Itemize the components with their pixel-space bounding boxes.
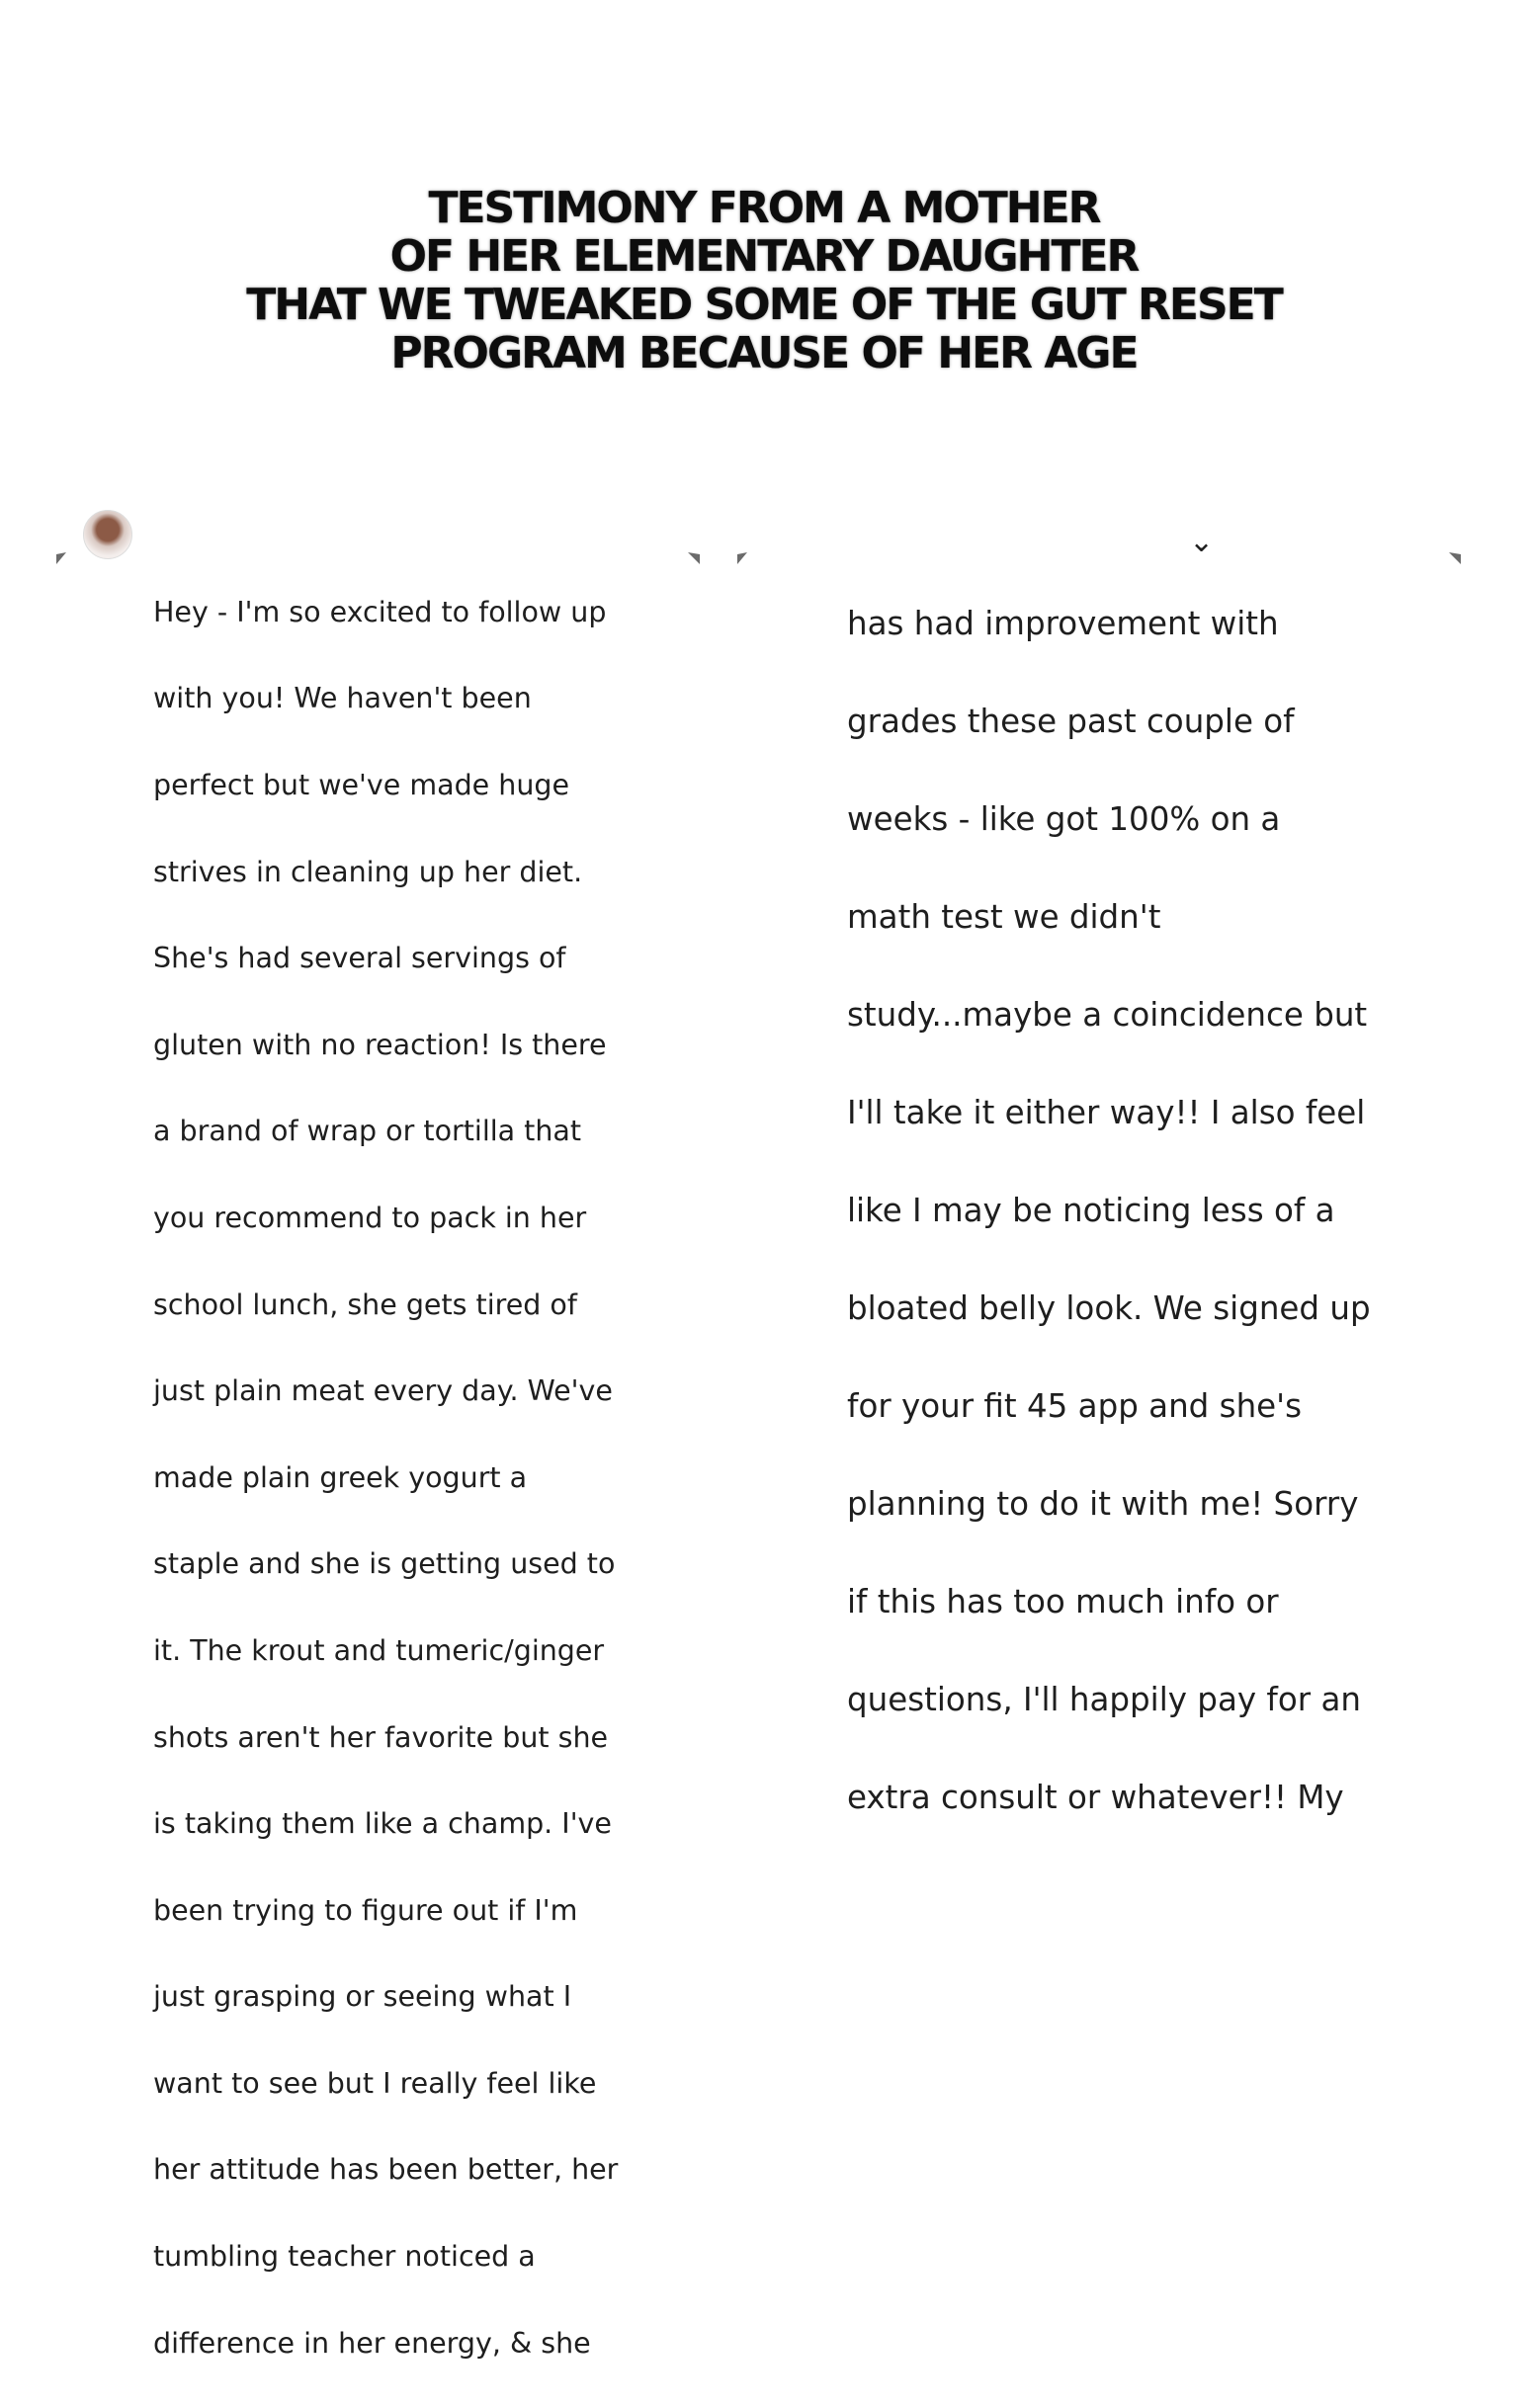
message-line: She's had several servings of — [153, 942, 566, 975]
message-line: gluten with no reaction! Is there — [153, 1028, 607, 1061]
crop-corner-icon — [55, 551, 69, 565]
message-line: is taking them like a champ. I've — [153, 1807, 612, 1841]
message-line: Hey - I'm so excited to follow up — [153, 595, 607, 628]
message-screenshot-left — [49, 543, 712, 2360]
message-line: grades these past couple of — [847, 702, 1295, 740]
page-title — [178, 184, 1350, 377]
message-line: like I may be noticing less of a — [847, 1191, 1335, 1229]
message-line: made plain greek yogurt a — [153, 1460, 528, 1494]
message-line: a brand of wrap or tortilla that — [153, 1115, 582, 1148]
message-line: perfect but we've made huge — [153, 768, 570, 801]
avatar — [81, 534, 132, 559]
message-line: just plain meat every day. We've — [153, 1374, 613, 1408]
message-line: school lunch, she gets tired of — [153, 1287, 577, 1321]
message-line: want to see but I really feel like — [153, 2066, 597, 2100]
message-line: I'll take it either way!! I also feel — [847, 1093, 1366, 1131]
message-text — [847, 550, 1470, 1871]
title-line-2: OF HER ELEMENTARY DAUGHTER — [389, 231, 1139, 282]
title-line-1: TESTIMONY FROM A MOTHER — [428, 183, 1100, 233]
message-line: been trying to figure out if I'm — [153, 1893, 578, 1927]
message-line: math test we didn't — [847, 897, 1161, 936]
message-screenshot-right — [736, 525, 1473, 1816]
message-line: you recommend to pack in her — [153, 1201, 587, 1234]
message-line: questions, I'll happily pay for an — [847, 1680, 1361, 1718]
crop-corner-icon — [736, 551, 750, 565]
message-line: it. The krout and tumeric/ginger — [153, 1633, 605, 1667]
message-line: staple and she is getting used to — [153, 1547, 616, 1581]
message-line: shots aren't her favorite but she — [153, 1720, 609, 1754]
message-line: has had improvement with — [847, 604, 1279, 642]
message-line: for your fit 45 app and she's — [847, 1386, 1303, 1425]
message-line: just grasping or seeing what I — [153, 1980, 572, 2014]
cropped-text-fragment: ⌄ — [1189, 525, 1215, 559]
message-line: if this has too much info or — [847, 1582, 1279, 1620]
message-line: study...maybe a coincidence but — [847, 995, 1368, 1034]
message-line: weeks - like got 100% on a — [847, 799, 1281, 838]
message-line: strives in cleaning up her diet. — [153, 855, 583, 888]
message-line: her attitude has been better, her — [153, 2153, 619, 2187]
message-line: bloated belly look. We signed up — [847, 1288, 1371, 1327]
title-line-3: THAT WE TWEAKED SOME OF THE GUT RESET — [246, 280, 1282, 330]
message-line: extra consult or whatever!! My — [847, 1778, 1344, 1816]
message-line: with you! We haven't been — [153, 682, 532, 715]
message-line: planning to do it with me! Sorry — [847, 1484, 1359, 1523]
title-line-4: PROGRAM BECAUSE OF HER AGE — [390, 328, 1138, 378]
message-line: tumbling teacher noticed a — [153, 2240, 536, 2274]
message-text — [153, 547, 717, 2408]
message-line: difference in her energy, & she — [153, 2326, 591, 2360]
